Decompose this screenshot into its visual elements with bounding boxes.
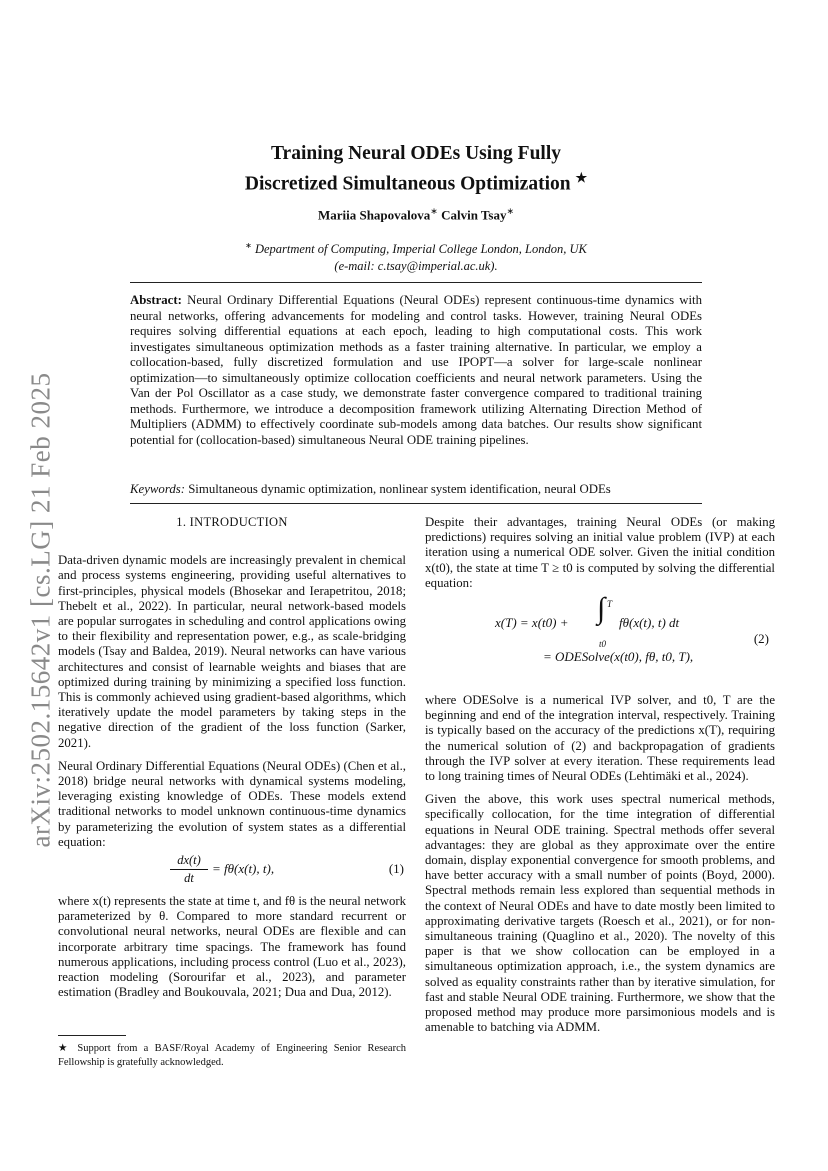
- abstract-text: Neural Ordinary Differential Equations (Neural ODEs) represent continuous-time dynamics with neural networks, offering advancements for modeling and control tasks. However, training Neural ODEs requires solving differential equations at each epoch, leading to high computational costs. This work investigates simultaneous optimization methods as a faster training alternative. In particular, we employ a collocation-based, fully discretized formulation and use IPOPT—a solver for large-scale nonlinear optimization—to simultaneously optimize collocation coefficients and neural network parameters. Using the Van der Pol Oscillator as a case study, we demonstrate faster convergence compared to traditional training methods. Furthermore, we introduce a decomposition framework utilizing Alternating Direction Method of Multipliers (ADMM) to effectively coordinate sub-models among data batches. Our results show significant potential for (collocation-based) simultaneous Neural ODE training pipelines.: [130, 293, 702, 447]
- author-2-mark: ∗: [506, 206, 515, 216]
- arxiv-identifier-text: arXiv:2502.15642v1 [cs.LG] 21 Feb 2025: [25, 372, 56, 848]
- intro-paragraph-2: Neural Ordinary Differential Equations (Neural ODEs) (Chen et al., 2018) bridge neural networks with dynamical systems modeling, leveraging existing knowledge of ODEs. These models extend traditional networks to model unknown continuous-time dynamics by parameterizing the evolution of system states as a differential equation:: [58, 758, 407, 849]
- intro-paragraph-1: Data-driven dynamic models are increasingly prevalent in chemical and process systems engineering, providing useful alternatives to first-principles, physical models (Bhosekar and Ierapetritou, 2018; Thebelt et al., 2022). In particular, neural network-based models are popular surrogates in scheduling and control applications owing to their flexibility and representation power, e.g., as scale-bridging models (Tsay and Baldea, 2019). Neural networks can have various architectures and consist of learnable weights and biases that are optimized during training by minimizing a specified loss function. This is commonly achieved using gradient-based algorithms, which iteratively update the model parameters by taking steps in the negative direction of the gradient of the loss function (Sarker, 2021).: [58, 553, 406, 750]
- integral-upper-limit: T: [607, 599, 613, 610]
- paper-title: [150, 142, 682, 197]
- footnote: ★ Support from a BASF/Royal Academy of Engineering Senior Research Fellowship is gratefully acknowledged.: [58, 1043, 406, 1068]
- equation-1-numerator: dx(t): [170, 852, 208, 870]
- keywords-bottom-rule: [130, 503, 702, 504]
- affiliation-email: (e-mail: c.tsay@imperial.ac.uk).: [334, 259, 498, 274]
- left-column: [58, 515, 406, 1008]
- title-line-2-text: Discretized Simultaneous Optimization: [244, 173, 571, 195]
- keywords-label: Keywords:: [130, 482, 185, 496]
- abstract-top-rule: [130, 282, 702, 283]
- equation-2-line-2: = ODESolve(x(t0), fθ, t0, T),: [543, 649, 694, 665]
- keywords: [130, 482, 702, 498]
- author-1-mark: ∗: [430, 206, 438, 216]
- equation-1: [58, 852, 406, 888]
- equation-1-denominator: dt: [184, 871, 194, 886]
- integral-sign: ∫: [597, 592, 606, 626]
- equation-2-lhs: x(T) = x(t0) +: [495, 615, 569, 631]
- right-paragraph-3: Given the above, this work uses spectral numerical methods, specifically collocation, for the time integration of differential equations in Neural ODE training. Spectral methods offer several advantages: they are global as they approximate over the entire domain, display exponential convergence for smooth problems, and have better accuracy with a small number of points (Boyd, 2000). Spectral methods remain less explored than sequential methods in the context of Neural ODEs and have to date mostly been limited to approximating derivative targets (Roesch et al., 2021), or for non-simultaneous training (Quaglino et al., 2020). The novelty of this paper is that we show collocation can be employed in a simultaneous optimization approach, i.e., the system dynamics are solved as equality constraints rather than by iterative simulation, for fast and stable Neural ODE training. Furthermore, we show that the proposed method may produce more parsimonious models and is amenable to batching via ADMM.: [425, 792, 775, 1035]
- author-1: Mariia Shapovalova: [317, 207, 431, 223]
- title-line-2: [150, 166, 682, 197]
- affiliation-mark: ∗: [245, 241, 252, 250]
- equation-1-label: (1): [388, 861, 404, 877]
- affiliation-text: Department of Computing, Imperial College London, London, UK: [254, 242, 587, 257]
- abstract: [130, 293, 702, 448]
- affiliation: [150, 237, 682, 275]
- author-list: [150, 206, 682, 223]
- affiliation-line-1: [150, 237, 682, 258]
- integral-lower-limit: t0: [599, 639, 607, 650]
- right-paragraph-2: where ODESolve is a numerical IVP solver, and t0, T are the beginning and end of the integration interval, respectively. Training is typically based on the accuracy of the predictions x(T), requiring the numerical solution of (2) and backpropagation of gradients through the IVP solver at every iteration. These requirements lead to long training times of Neural ODEs (Lehtimäki et al., 2024).: [425, 693, 775, 784]
- right-paragraph-1: Despite their advantages, training Neural ODEs (or making predictions) requires solving an initial value problem (IVP) at each iteration using a numerical ODE solver. Given the initial condition x(t0), the state at time T ≥ t0 is computed by solving the differential equation:: [425, 515, 775, 590]
- footnote-rule: [58, 1035, 126, 1036]
- equation-2: [425, 592, 775, 679]
- equation-1-rhs: = fθ(x(t), t),: [212, 861, 275, 877]
- author-2: Calvin Tsay: [441, 207, 507, 223]
- section-heading-introduction: 1. INTRODUCTION: [176, 515, 288, 529]
- right-column: [425, 515, 775, 1043]
- title-line-1: Training Neural ODEs Using Fully: [270, 143, 561, 164]
- equation-2-label: (2): [753, 631, 769, 647]
- equation-2-integrand: fθ(x(t), t) dt: [619, 615, 680, 631]
- abstract-label: Abstract:: [130, 293, 182, 307]
- intro-paragraph-3: where x(t) represents the state at time t, and fθ is the neural network parameterized by θ. Compared to more standard recurrent or convolutional neural networks, neural ODEs are flexible and can incorporate arbitrary time spacings. The framework has found numerous applications, including process control (Luo et al., 2023), reaction modeling (Sorourifar et al., 2023), and parameter estimation (Bradley and Boukouvala, 2021; Dua and Dua, 2012).: [58, 894, 406, 1000]
- equation-1-fraction: [170, 852, 208, 886]
- keywords-text: Simultaneous dynamic optimization, nonlinear system identification, neural ODEs: [188, 482, 611, 496]
- title-footnote-mark: ★: [575, 170, 588, 185]
